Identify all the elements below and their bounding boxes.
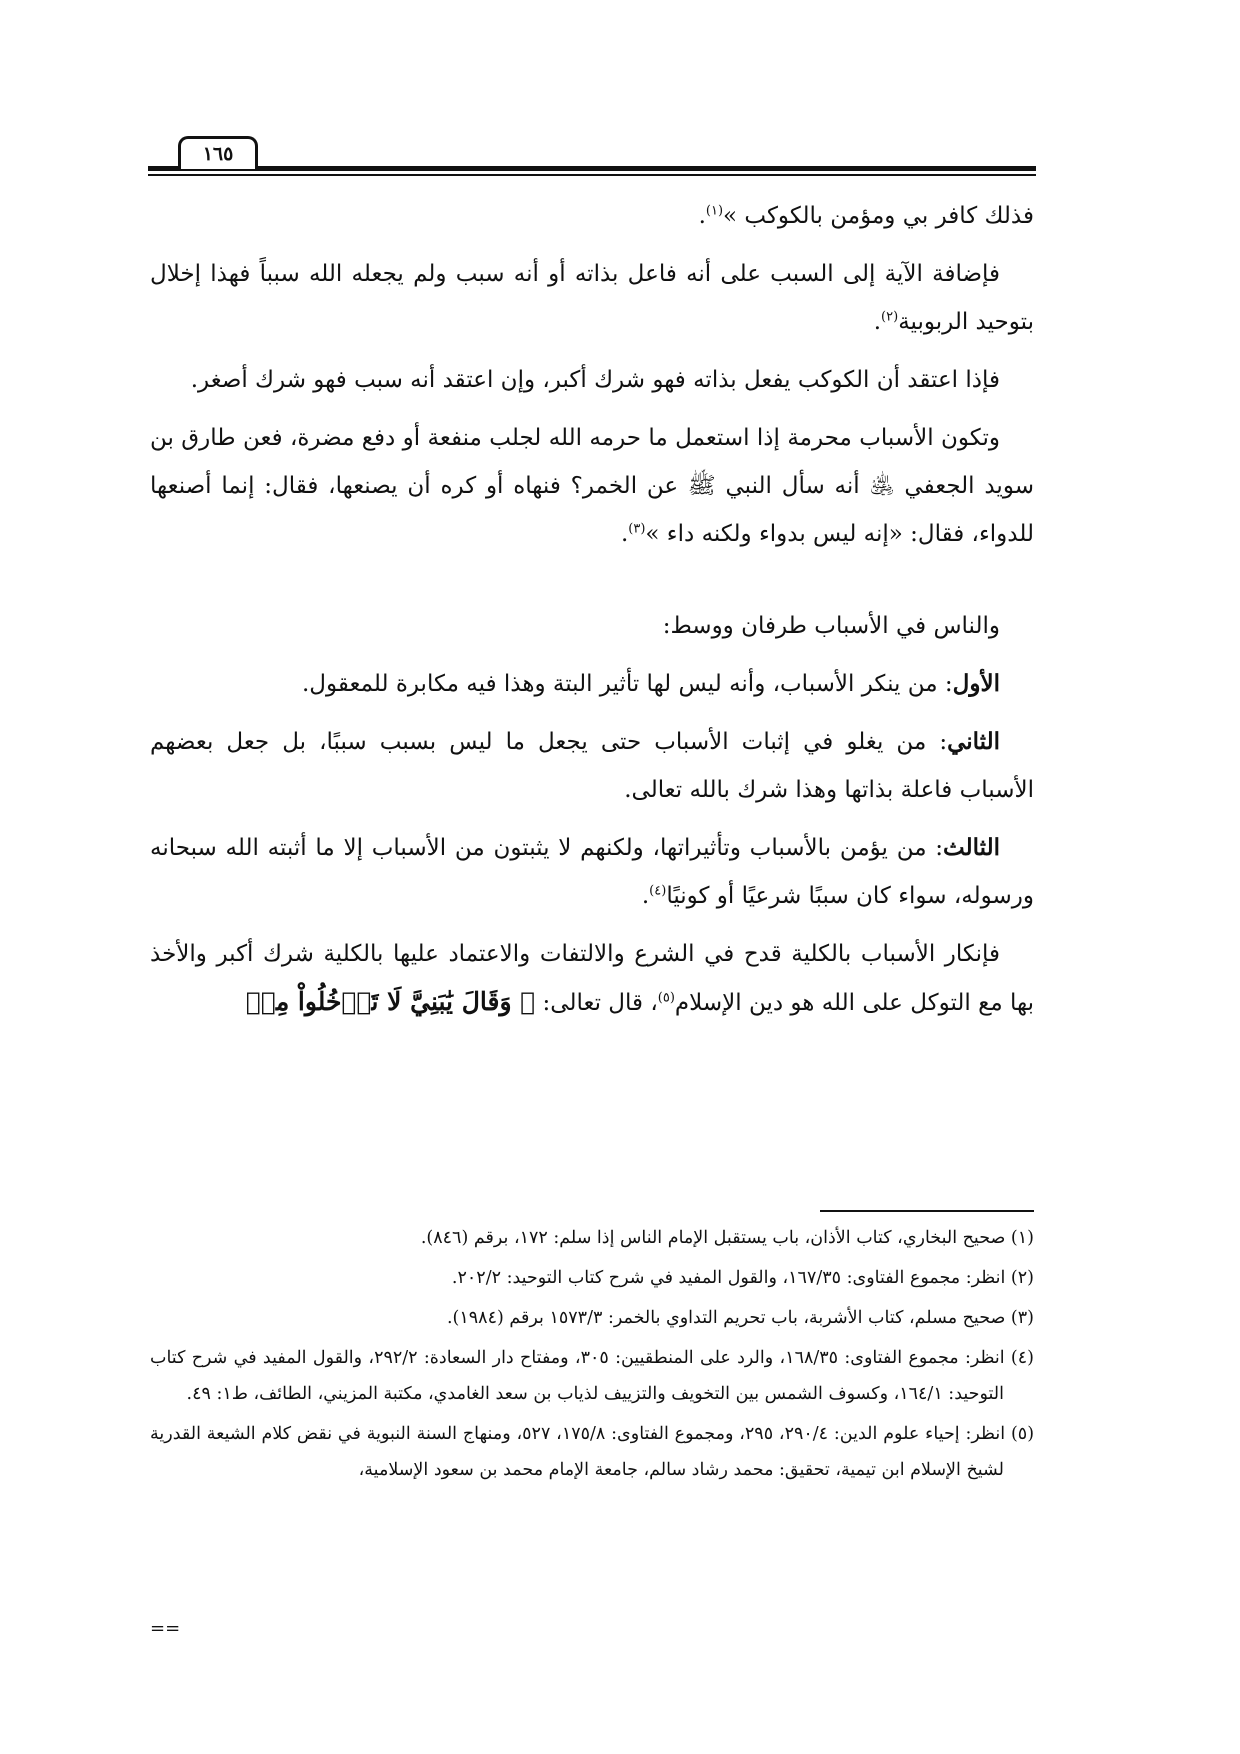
paragraph-text: فذلك كافر بي ومؤمن بالكوكب » bbox=[723, 203, 1034, 229]
footnote-ref: (١) bbox=[705, 203, 724, 219]
footnote: (٥) انظر: إحياء علوم الدين: ٢٩٠/٤، ٢٩٥، ومجموع الفتاوى: ١٧٥/٨، ٥٢٧، ومنهاج السنة النبوية في نقض كلام الشيعة القدرية لشيخ الإسلام ابن تيمية، تحقيق: محمد رشاد سالم، جامعة الإمام محمد بن سعود الإسلامية، bbox=[150, 1424, 1035, 1480]
paragraph-text: فإذا اعتقد أن الكوكب يفعل بذاته فهو شرك أكبر، وإن اعتقد أنه سبب فهو شرك أصغر. bbox=[190, 367, 1000, 393]
page-number: ١٦٥ bbox=[178, 136, 258, 169]
quran-verse: ﴿ وَقَالَ يَٰبَنِيَّ لَا تَدۡخُلُواْ مِنۢ bbox=[245, 987, 536, 1016]
paragraph-text: ، قال تعالى: bbox=[535, 990, 658, 1016]
paragraph bbox=[150, 718, 1034, 814]
paragraph bbox=[150, 356, 1034, 404]
header-rule-thick bbox=[148, 166, 1036, 171]
main-text bbox=[150, 192, 1034, 1037]
paragraph-tail: . bbox=[641, 883, 650, 909]
paragraph-text: : من يؤمن بالأسباب وتأثيراتها، ولكنهم لا يثبتون من الأسباب إلا ما أثبته الله سبحانه ورسوله، سواء كان سببًا شرعيًا أو كونيًا bbox=[150, 835, 1034, 909]
term-label: الأول bbox=[952, 670, 1000, 697]
footnote-ref: (٤) bbox=[649, 883, 667, 899]
paragraph-tail: . bbox=[698, 203, 706, 229]
paragraph-text: : من ينكر الأسباب، وأنه ليس لها تأثير البتة وهذا فيه مكابرة للمعقول. bbox=[301, 671, 953, 697]
paragraph-text: فإضافة الآية إلى السبب على أنه فاعل بذاته أو أنه سبب ولم يجعله الله سبباً فهذا إخلال بتوحيد الربوبية bbox=[150, 261, 1034, 335]
term-label: الثالث bbox=[943, 834, 1000, 861]
paragraph bbox=[150, 414, 1034, 558]
paragraph bbox=[150, 660, 1034, 708]
page-header bbox=[148, 130, 1036, 176]
footnote: (٤) انظر: مجموع الفتاوى: ١٦٨/٣٥، والرد على المنطقيين: ٣٠٥، ومفتاح دار السعادة: ٢٩٢/٢، والقول المفيد في شرح كتاب التوحيد: ١٦٤/١، وكسوف الشمس بين التخويف والتزييف لذياب بن سعد الغامدي، مكتبة المزيني، الطائف، ط١: ٤٩. bbox=[150, 1348, 1034, 1404]
paragraph bbox=[150, 192, 1034, 240]
footnote-separator bbox=[820, 1210, 1034, 1212]
paragraph bbox=[150, 602, 1034, 650]
footnote-ref: (٣) bbox=[628, 521, 646, 537]
paragraph bbox=[150, 930, 1034, 1027]
term-label: الثاني bbox=[947, 728, 1000, 755]
paragraph-tail: . bbox=[873, 309, 882, 335]
paragraph-text: فإنكار الأسباب بالكلية قدح في الشرع والالتفات والاعتماد عليها بالكلية شرك أكبر والأخذ بها مع التوكل على الله هو دين الإسلام bbox=[150, 941, 1034, 1016]
paragraph-text: : من يغلو في إثبات الأسباب حتى يجعل ما ليس بسبب سببًا، بل جعل بعضهم الأسباب فاعلة بذاتها وهذا شرك بالله تعالى. bbox=[150, 729, 1034, 803]
footnote: (٣) صحيح مسلم، كتاب الأشربة، باب تحريم التداوي بالخمر: ١٥٧٣/٣ برقم (١٩٨٤). bbox=[446, 1308, 1034, 1328]
footnote-ref: (٥) bbox=[657, 990, 675, 1006]
footnote: (١) صحيح البخاري، كتاب الأذان، باب يستقبل الإمام الناس إذا سلم: ١٧٢، برقم (٨٤٦). bbox=[420, 1228, 1034, 1248]
footnote-ref: (٢) bbox=[881, 309, 899, 325]
paragraph-tail: . bbox=[620, 521, 629, 547]
footnotes bbox=[150, 1220, 1034, 1492]
paragraph-text: وتكون الأسباب محرمة إذا استعمل ما حرمه الله لجلب منفعة أو دفع مضرة، فعن طارق بن سويد الجعفي ﵁ أنه سأل النبي ﷺ عن الخمر؟ فنهاه أو كره أن يصنعها، فقال: إنما أصنعها للدواء، فقال: «إنه ليس بدواء ولكنه داء » bbox=[150, 425, 1034, 547]
paragraph bbox=[150, 250, 1034, 346]
footnote: (٢) انظر: مجموع الفتاوى: ١٦٧/٣٥، والقول المفيد في شرح كتاب التوحيد: ٢٠٢/٢. bbox=[451, 1268, 1034, 1288]
paragraph bbox=[150, 824, 1034, 920]
paragraph-text: والناس في الأسباب طرفان ووسط: bbox=[662, 613, 1000, 639]
footnote-continuation-mark: == bbox=[150, 1618, 181, 1639]
header-rule-thin bbox=[148, 174, 1036, 176]
